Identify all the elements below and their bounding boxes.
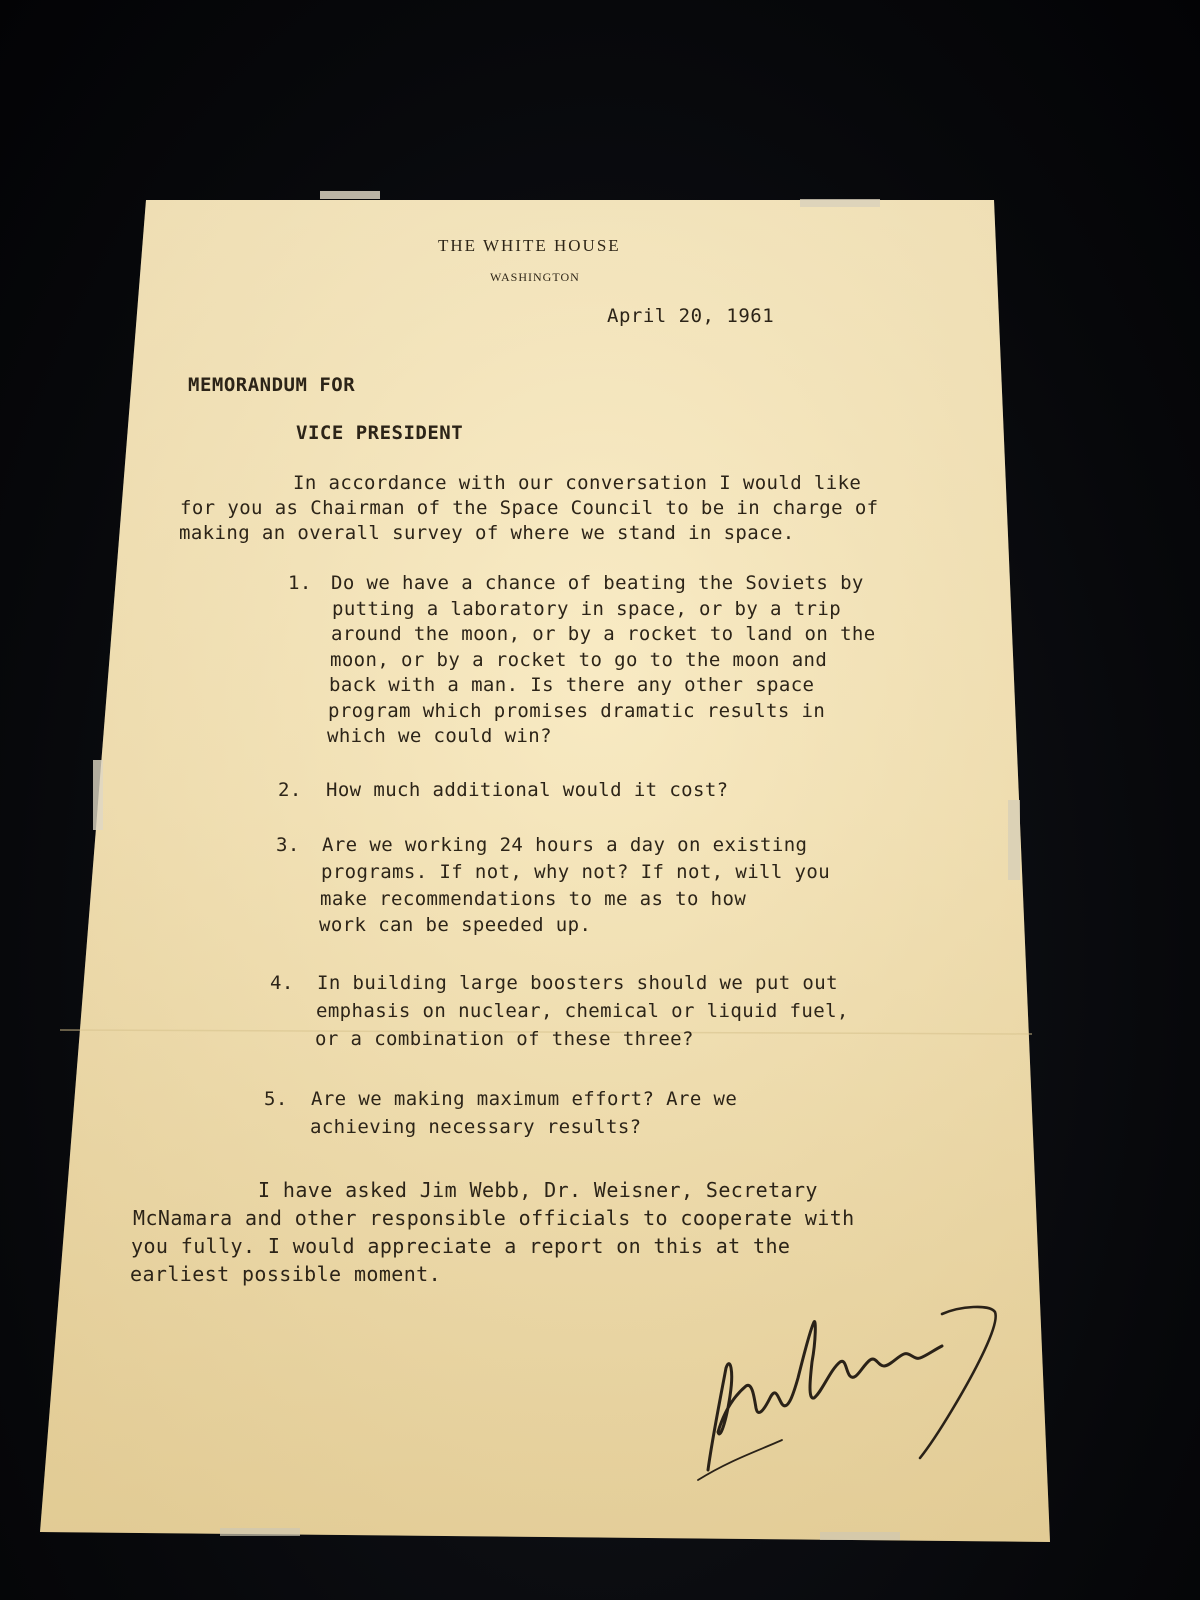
intro-line: In accordance with our conversation I would like xyxy=(293,472,862,494)
question-line: Do we have a chance of beating the Soviets by xyxy=(331,572,864,594)
closing-line: earliest possible moment. xyxy=(130,1262,442,1286)
intro-line: for you as Chairman of the Space Council to be in charge of xyxy=(180,497,879,519)
question-line: back with a man. Is there any other space xyxy=(329,674,815,696)
question-line: putting a laboratory in space, or by a trip xyxy=(332,598,842,620)
question-line: In building large boosters should we put out xyxy=(317,972,838,994)
memo-heading: MEMORANDUM FOR xyxy=(188,374,356,396)
signature-drawing xyxy=(690,1300,1020,1490)
question-line: or a combination of these three? xyxy=(315,1028,694,1050)
question-line: achieving necessary results? xyxy=(310,1116,642,1138)
question-line: How much additional would it cost? xyxy=(326,779,729,801)
letterhead-city: WASHINGTON xyxy=(490,270,580,284)
question-line: programs. If not, why not? If not, will you xyxy=(321,861,831,883)
memo-recipient: VICE PRESIDENT xyxy=(296,422,464,444)
question-line: Are we making maximum effort? Are we xyxy=(311,1088,738,1110)
question-line: work can be speeded up. xyxy=(319,914,592,936)
signature xyxy=(690,1300,1020,1490)
question-line: make recommendations to me as to how xyxy=(320,888,747,910)
closing-line: McNamara and other responsible officials to cooperate with xyxy=(133,1206,855,1230)
memo-date: April 20, 1961 xyxy=(607,305,775,327)
question-line: Are we working 24 hours a day on existing xyxy=(322,834,808,856)
intro-line: making an overall survey of where we stand in space. xyxy=(179,522,795,544)
question-line: moon, or by a rocket to go to the moon and xyxy=(330,649,828,671)
letterhead-title: THE WHITE HOUSE xyxy=(438,236,621,255)
closing-line: you fully. I would appreciate a report on this at the xyxy=(131,1234,791,1258)
question-line: around the moon, or by a rocket to land on the xyxy=(331,623,876,645)
closing-line: I have asked Jim Webb, Dr. Weisner, Secretary xyxy=(258,1178,818,1202)
question-line: which we could win? xyxy=(327,725,552,747)
question-line: emphasis on nuclear, chemical or liquid fuel, xyxy=(316,1000,849,1022)
question-number: 5. xyxy=(264,1088,288,1110)
question-number: 2. xyxy=(278,779,302,801)
question-number: 1. xyxy=(288,572,312,594)
question-number: 3. xyxy=(276,834,300,856)
question-line: program which promises dramatic results in xyxy=(328,700,826,722)
question-number: 4. xyxy=(270,972,294,994)
